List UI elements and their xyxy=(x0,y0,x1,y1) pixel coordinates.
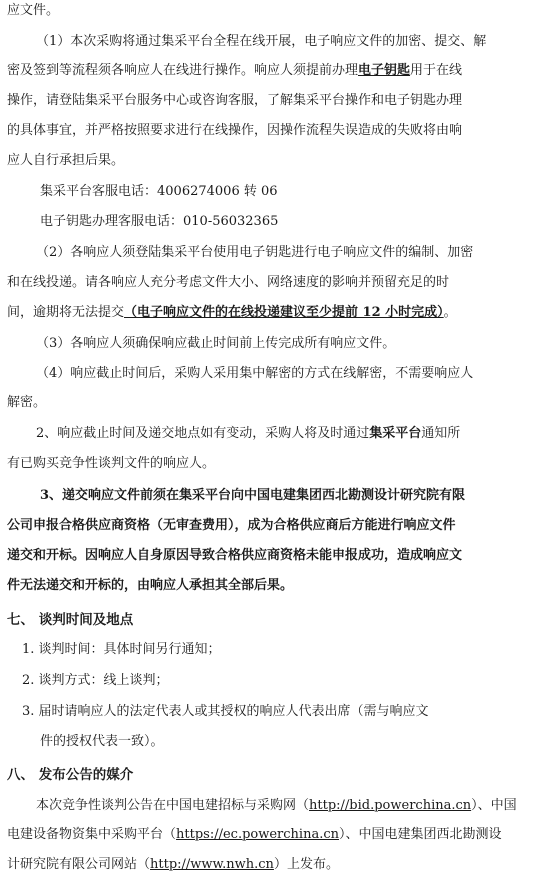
paragraph-line: 2、响应截止时间及递交地点如有变动，采购人将及时通过集采平台通知所 xyxy=(36,426,461,441)
bold-paragraph-line: 件无法递交和开标的，由响应人承担其全部后果。 xyxy=(7,578,294,593)
platform-emphasis: 集采平台 xyxy=(369,426,422,441)
paragraph-line: 应文件。 xyxy=(7,3,60,18)
paragraph-line: （4）响应截止时间后，采购人采用集中解密的方式在线解密，不需要响应人 xyxy=(36,366,474,381)
paragraph-line: 的具体事宜，并严格按照要求进行在线操作，因操作流程失误造成的失败将由响 xyxy=(7,123,463,138)
bold-paragraph-line: 递交和开标。因响应人自身原因导致合格供应商资格未能申报成功，造成响应文 xyxy=(7,548,463,563)
nwh-website-link[interactable]: http://www.nwh.cn xyxy=(150,857,274,872)
key-service-phone: 电子钥匙办理客服电话：010-56032365 xyxy=(40,214,279,229)
paragraph-line: （2）各响应人须登陆集采平台使用电子钥匙进行电子响应文件的编制、加密 xyxy=(36,245,474,260)
paragraph-line: 和在线投递。请各响应人充分考虑文件大小、网络速度的影响并预留充足的时 xyxy=(7,275,450,290)
paragraph-line: （3）各响应人须确保响应截止时间前上传完成所有响应文件。 xyxy=(36,336,396,351)
bold-paragraph-line: 3、递交响应文件前须在集采平台向中国电建集团西北勘测设计研究院有限 xyxy=(40,488,466,503)
paragraph-line: 本次竞争性谈判公告在中国电建招标与采购网（http://bid.powerchina.cn）、中国 xyxy=(36,798,517,813)
submission-deadline-note: （电子响应文件的在线投递建议至少提前 12 小时完成） xyxy=(124,305,444,320)
paragraph-line: 应人自行承担后果。 xyxy=(7,153,125,168)
section-heading-8: 八、 发布公告的媒介 xyxy=(7,767,134,783)
section-heading-7: 七、 谈判时间及地点 xyxy=(7,612,134,628)
paragraph-line: 密及签到等流程须各响应人在线进行操作。响应人须提前办理电子钥匙用于在线 xyxy=(7,63,463,78)
list-item: 3. 届时请响应人的法定代表人或其授权的响应人代表出席（需与响应文 xyxy=(22,704,429,719)
electronic-key-emphasis: 电子钥匙 xyxy=(358,63,411,78)
powerchina-bid-link[interactable]: http://bid.powerchina.cn xyxy=(309,798,472,813)
list-item: 2. 谈判方式：线上谈判； xyxy=(22,673,169,688)
paragraph-line: 间，逾期将无法提交（电子响应文件的在线投递建议至少提前 12 小时完成）。 xyxy=(7,305,457,320)
service-phone: 集采平台客服电话：4006274006 转 06 xyxy=(40,184,278,199)
bold-paragraph-line: 公司申报合格供应商资格（无审查费用），成为合格供应商后方能进行响应文件 xyxy=(7,518,456,533)
paragraph-line: （1）本次采购将通过集采平台全程在线开展，电子响应文件的加密、提交、解 xyxy=(36,34,487,49)
paragraph-line: 解密。 xyxy=(7,395,47,410)
paragraph-line: 计研究院有限公司网站（http://www.nwh.cn）上发布。 xyxy=(7,857,339,872)
paragraph-line: 电建设备物资集中采购平台（https://ec.powerchina.cn）、中国电建集团西北勘测设 xyxy=(7,827,502,842)
list-item-continued: 件的授权代表一致）。 xyxy=(40,734,164,749)
list-item: 1. 谈判时间：具体时间另行通知； xyxy=(22,642,221,657)
powerchina-ec-link[interactable]: https://ec.powerchina.cn xyxy=(176,827,339,842)
paragraph-line: 操作，请登陆集采平台服务中心或咨询客服，了解集采平台操作和电子钥匙办理 xyxy=(7,93,463,108)
paragraph-line: 有已购买竞争性谈判文件的响应人。 xyxy=(7,456,216,471)
